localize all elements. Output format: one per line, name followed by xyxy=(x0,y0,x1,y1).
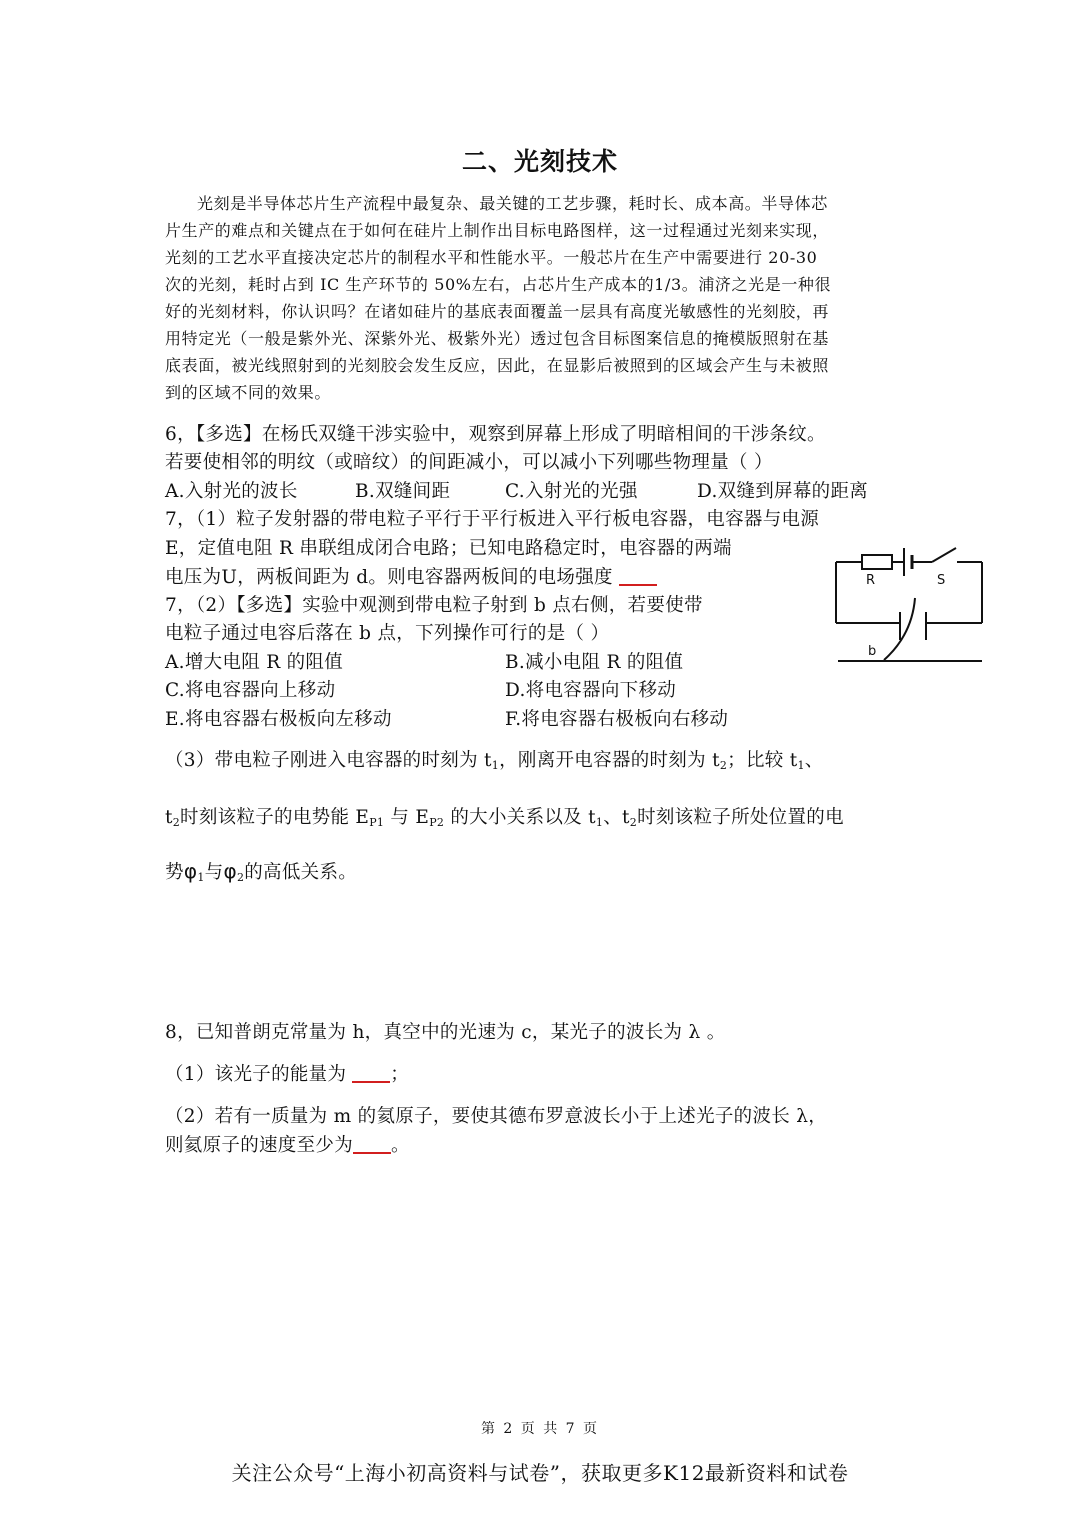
answer-blank[interactable] xyxy=(353,1134,391,1154)
q7-3-text: 、t xyxy=(603,807,630,828)
q7-3-text: 、 xyxy=(804,750,824,771)
q7-option-d: D.将电容器向下移动 xyxy=(505,680,677,701)
q7-3-text: 与 xyxy=(204,862,224,883)
answer-blank[interactable] xyxy=(352,1063,390,1083)
subscript: 1 xyxy=(197,871,205,884)
intro-line: 到的区域不同的效果。 xyxy=(165,383,332,402)
q8-part2-line1: （2）若有一质量为 m 的氦原子，要使其德布罗意波长小于上述光子的波长 λ， xyxy=(165,1106,828,1127)
q6-option-a: A.入射光的波长 xyxy=(165,481,298,502)
q7-1-line3-text: 电压为U，两板间距为 d。则电容器两板间的电场强度 xyxy=(165,567,613,588)
subscript: P1 xyxy=(369,816,385,829)
subscript: 1 xyxy=(797,759,805,772)
switch-lever xyxy=(932,548,956,562)
intro-line: 底表面，被光线照射到的光刻胶会发生反应，因此，在显影后被照到的区域会产生与未被照 xyxy=(165,356,830,375)
q6-stem-line1: 6，【多选】在杨氏双缝干涉实验中，观察到屏幕上形成了明暗相间的干涉条纹。 xyxy=(165,424,826,445)
q7-option-b: B.减小电阻 R 的阻值 xyxy=(505,652,684,673)
q7-3-text: 势 xyxy=(165,862,184,883)
q7-3-text: 与 E xyxy=(384,807,430,828)
q8-part2-end: 。 xyxy=(391,1135,410,1156)
q7-3-line2 xyxy=(165,803,844,829)
label-s: S xyxy=(937,573,946,588)
q7-3-text: t xyxy=(165,807,173,828)
q7-3-text: ，刚离开电容器的时刻为 t xyxy=(499,750,720,771)
q7-3-line3 xyxy=(165,858,357,884)
q7-option-a: A.增大电阻 R 的阻值 xyxy=(165,652,344,673)
q7-3-text: （3）带电粒子刚进入电容器的时刻为 t xyxy=(165,750,492,771)
q7-2-line1: 7，（2）【多选】实验中观测到带电粒子射到 b 点右侧，若要使带 xyxy=(165,595,703,616)
q6-option-c: C.入射光的光强 xyxy=(505,481,638,502)
resistor-symbol xyxy=(862,555,892,569)
q7-3-text: 时刻该粒子的电势能 E xyxy=(180,807,370,828)
subscript: 2 xyxy=(172,816,181,829)
q7-1-line3 xyxy=(165,563,657,589)
subscript: P2 xyxy=(429,816,445,829)
q7-1-line2: E，定值电阻 R 串联组成闭合电路；已知电路稳定时，电容器的两端 xyxy=(165,538,732,559)
answer-blank[interactable] xyxy=(619,566,657,586)
subscript: 1 xyxy=(595,816,604,829)
subscript: 2 xyxy=(236,871,245,884)
q8-stem: 8，已知普朗克常量为 h，真空中的光速为 c，某光子的波长为 λ 。 xyxy=(165,1022,726,1043)
q7-option-c: C.将电容器向上移动 xyxy=(165,680,336,701)
q6-stem-line2: 若要使相邻的明纹（或暗纹）的间距减小，可以减小下列哪些物理量（ ） xyxy=(165,452,773,473)
phi-symbol: φ xyxy=(223,859,237,883)
intro-line: 光刻的工艺水平直接决定芯片的制程水平和性能水平。一般芯片在生产中需要进行 20-30 xyxy=(165,248,818,267)
q7-2-line2: 电粒子通过电容后落在 b 点，下列操作可行的是（ ） xyxy=(165,623,610,644)
subscript: 2 xyxy=(719,759,728,772)
q7-1-line1: 7，（1）粒子发射器的带电粒子平行于平行板进入平行板电容器，电容器与电源 xyxy=(165,509,820,530)
q7-3-text: ；比较 t xyxy=(727,750,798,771)
footer-note: 关注公众号“上海小初高资料与试卷”，获取更多K12最新资料和试卷 xyxy=(231,1461,849,1485)
section-title: 二、光刻技术 xyxy=(461,147,618,176)
intro-line: 片生产的难点和关键点在于如何在硅片上制作出目标电路图样，这一过程通过光刻来实现， xyxy=(165,221,830,240)
q8-part2-text: 则氦原子的速度至少为 xyxy=(165,1135,354,1156)
q7-option-e: E.将电容器右极板向左移动 xyxy=(165,709,392,730)
label-r: R xyxy=(866,573,876,588)
q7-3-text: 的大小关系以及 t xyxy=(444,807,596,828)
q6-option-b: B.双缝间距 xyxy=(355,481,451,502)
page-number: 第 2 页 共 7 页 xyxy=(480,1421,600,1437)
q7-3-text: 的高低关系。 xyxy=(244,862,358,883)
intro-line: 次的光刻，耗时占到 IC 生产环节的 50%左右，占芯片生产成本的1/3。浦济之光是一种很 xyxy=(165,275,832,294)
q8-part2-line2 xyxy=(165,1131,410,1157)
label-b: b xyxy=(868,644,877,659)
intro-paragraph xyxy=(165,190,925,406)
q6-option-d: D.双缝到屏幕的距离 xyxy=(697,481,869,502)
circuit-diagram xyxy=(832,540,987,670)
q7-3-text: 时刻该粒子所处位置的电 xyxy=(637,807,844,828)
q7-option-f: F.将电容器右极板向右移动 xyxy=(505,709,729,730)
subscript: 1 xyxy=(491,759,500,772)
intro-line: 光刻是半导体芯片生产流程中最复杂、最关键的工艺步骤，耗时长、成本高。半导体芯 xyxy=(197,194,828,213)
q8-part1 xyxy=(165,1060,409,1086)
q7-3-line1 xyxy=(165,746,824,772)
intro-line: 用特定光（一般是紫外光、深紫外光、极紫外光）透过包含目标图案信息的掩模版照射在基 xyxy=(165,329,830,348)
subscript: 2 xyxy=(629,816,638,829)
q8-part1-end: ； xyxy=(390,1064,410,1085)
intro-line: 好的光刻材料，你认识吗？在诸如硅片的基底表面覆盖一层具有高度光敏感性的光刻胶，再 xyxy=(165,302,830,321)
q8-part1-text: （1）该光子的能量为 xyxy=(165,1064,347,1085)
phi-symbol: φ xyxy=(183,859,198,883)
